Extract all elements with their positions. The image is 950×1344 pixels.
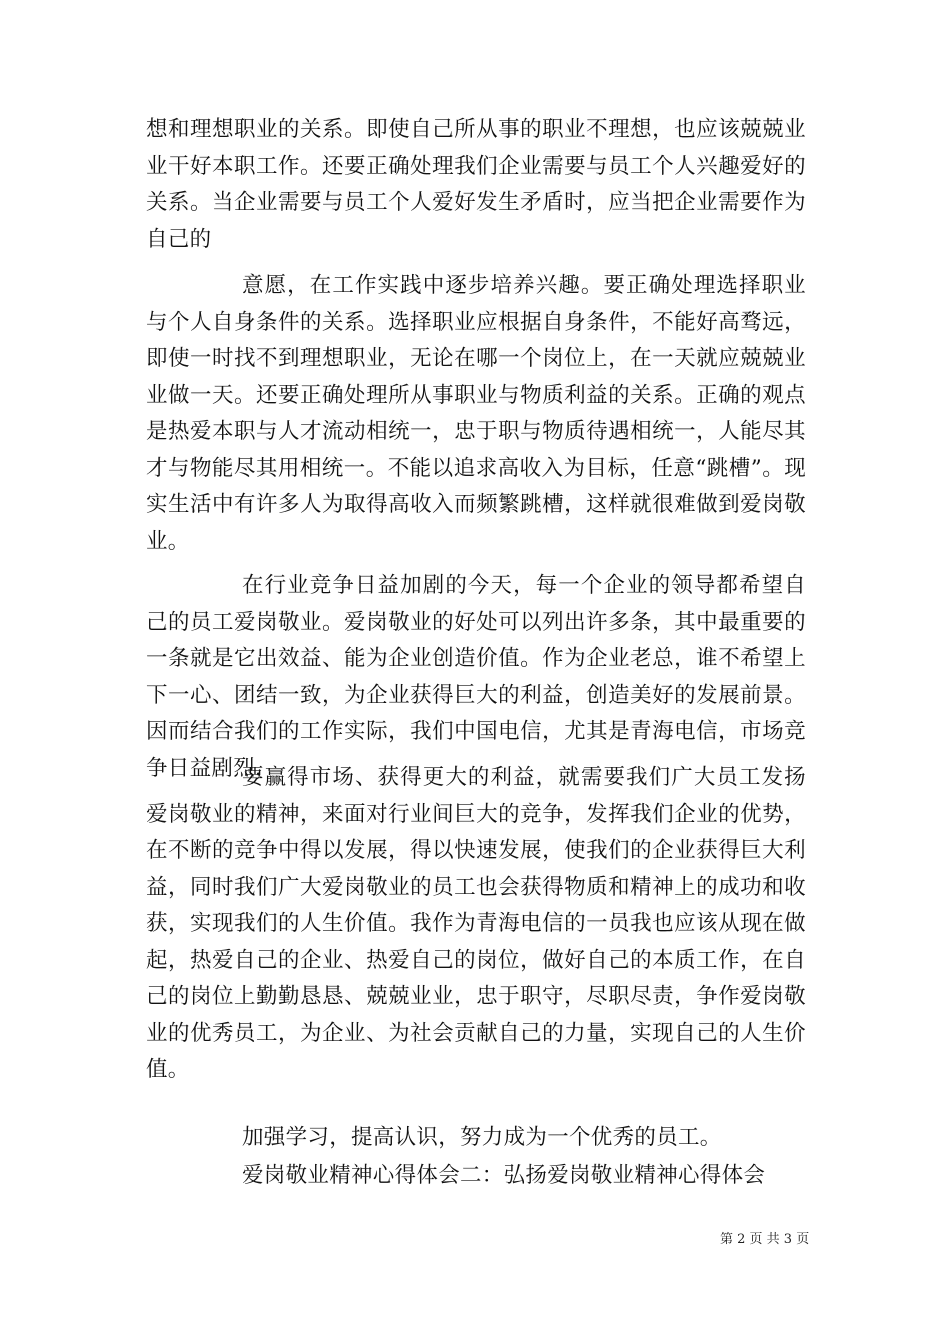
paragraph-2 bbox=[146, 268, 806, 560]
paragraph-text: 要赢得市场、获得更大的利益，就需要我们广大员工发扬爱岗敬业的精神，来面对行业间巨大的竞争，发挥我们企业的优势，在不断的竞争中得以发展，得以快速发展，使我们的企业获得巨大利益，同时我们广大爱岗敬业的员工也会获得物质和精神上的成功和收获，实现我们的人生价值。我作为青海电信的一员我也应该从现在做起，热爱自己的企业、热爱自己的岗位，做好自己的本质工作，在自己的岗位上勤勤恳恳、兢兢业业，忠于职守，尽职尽责，争作爱岗敬业的优秀员工，为企业、为社会贡献自己的力量，实现自己的人生价值。 bbox=[146, 765, 806, 1082]
paragraph-3 bbox=[146, 568, 806, 787]
paragraph-1 bbox=[146, 112, 806, 258]
section-heading bbox=[146, 1158, 806, 1195]
paragraph-5 bbox=[146, 1120, 806, 1157]
paragraph-text: 意愿，在工作实践中逐步培养兴趣。要正确处理选择职业与个人自身条件的关系。选择职业应根据自身条件，不能好高骛远，即使一时找不到理想职业，无论在哪一个岗位上，在一天就应兢兢业业做一天。还要正确处理所从事职业与物质利益的关系。正确的观点是热爱本职与人才流动相统一，忠于职与物质待遇相统一，人能尽其才与物能尽其用相统一。不能以追求高收入为目标，任意“跳槽”。现实生活中有许多人为取得高收入而频繁跳槽，这样就很难做到爱岗敬业。 bbox=[146, 273, 806, 554]
paragraph-text: 在行业竞争日益加剧的今天，每一个企业的领导都希望自己的员工爱岗敬业。爱岗敬业的好处可以列出许多条，其中最重要的一条就是它出效益、能为企业创造价值。作为企业老总，谁不希望上下一心、团结一致，为企业获得巨大的利益，创造美好的发展前景。因而结合我们的工作实际，我们中国电信，尤其是青海电信，市场竞争日益剧烈， bbox=[146, 573, 806, 781]
page-number-footer: 第 2 页 共 3 页 bbox=[720, 1232, 810, 1247]
section-heading-text: 爱岗敬业精神心得体会二：弘扬爱岗敬业精神心得体会 bbox=[242, 1163, 766, 1188]
paragraph-4 bbox=[146, 760, 806, 1089]
paragraph-text: 想和理想职业的关系。即使自己所从事的职业不理想，也应该兢兢业业干好本职工作。还要正确处理我们企业需要与员工个人兴趣爱好的关系。当企业需要与员工个人爱好发生矛盾时，应当把企业需要作为自己的 bbox=[146, 117, 806, 252]
paragraph-text: 加强学习，提高认识，努力成为一个优秀的员工。 bbox=[242, 1125, 722, 1150]
